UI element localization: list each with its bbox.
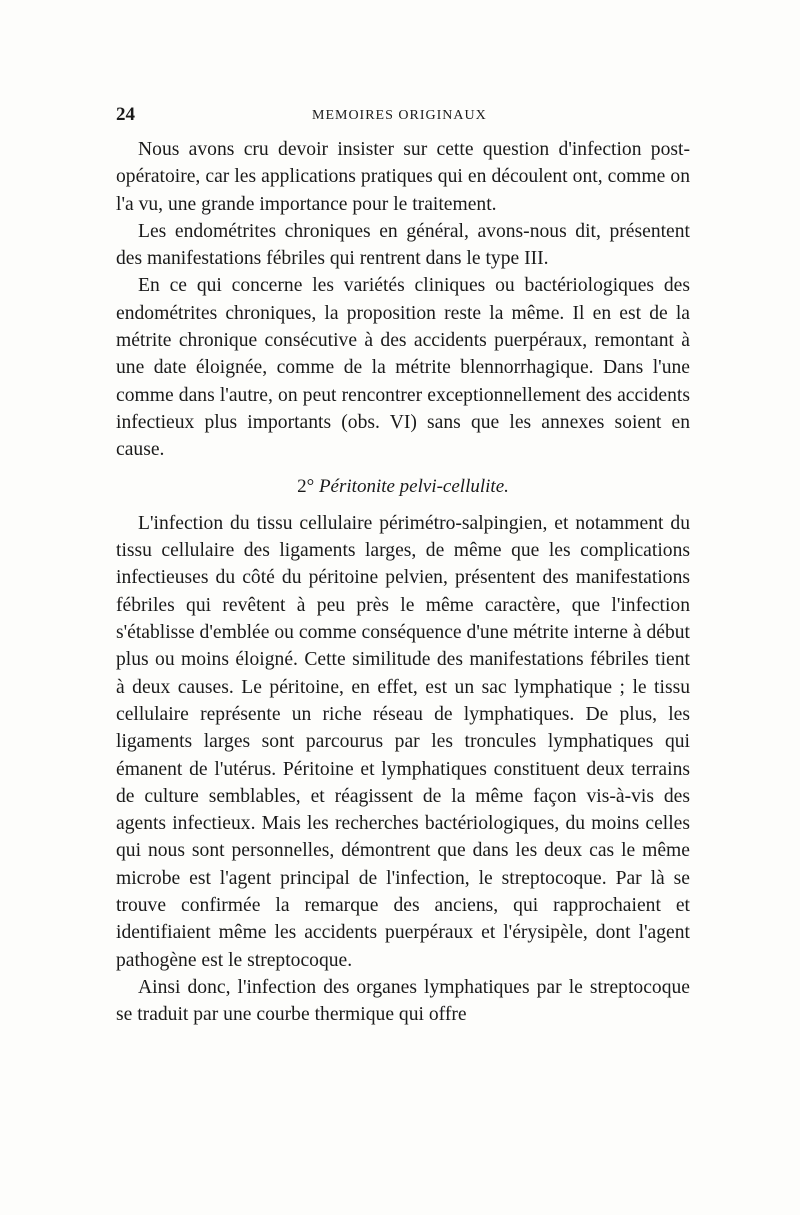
paragraph-pelvic-infection: L'infection du tissu cellulaire périmétro-salpingien, et notamment du tissu cellulaire des ligaments larges, de même que les complications infectieuses du côté du péritoine pelvien, présentent des manifestations fébriles qui revêtent à peu près le même caractère, que l'infection s'établisse d'emblée ou comme conséquence d'une métrite interne à début plus ou moins éloigné. Cette similitude des manifestations fébriles tient à deux causes. Le péritoine, en effet, est un sac lymphatique ; le tissu cellulaire représente un riche réseau de lymphatiques. De plus, les ligaments larges sont parcourus par les troncules lymphatiques qui émanent de l'utérus. Péritoine et lymphatiques constituent deux terrains de culture semblables, et réagissent de la même façon vis-à-vis des agents infectieux. Mais les recherches bactériologiques, du moins celles qui nous sont personnelles, démontrent que dans les deux cas le même microbe est l'agent principal de l'infection, le streptocoque. Par là se trouve confirmée la remarque des anciens, qui rapprochaient et identifiaient même les accidents puerpéraux et l'érysipèle, dont l'agent pathogène est le streptocoque. xyxy=(116,512,690,971)
section-title: Péritonite pelvi-cellulite. xyxy=(318,475,509,497)
page-header xyxy=(116,104,690,126)
section-number: 2° xyxy=(297,475,315,497)
section-heading xyxy=(116,473,690,500)
running-title: MEMOIRES ORIGINAUX xyxy=(312,108,487,123)
paragraph-chronic-endometritis: Les endométrites chroniques en général, avons-nous dit, présentent des manifestations fébriles qui rentrent dans le type III. xyxy=(116,220,690,270)
body-text xyxy=(116,136,690,1029)
paragraph-post-operative-infection: Nous avons cru devoir insister sur cette question d'infection post-opératoire, car les applications pratiques qui en découlent ont, comme on l'a vu, une grande importance pour le traitement. xyxy=(116,139,690,215)
paragraph-lymphatic-streptococcus: Ainsi donc, l'infection des organes lymphatiques par le streptocoque se traduit par une courbe thermique qui offre xyxy=(116,976,690,1026)
paragraph-clinical-varieties: En ce qui concerne les variétés cliniques ou bactériologiques des endométrites chroniques, la proposition reste la même. Il en est de la métrite chronique consécutive à des accidents puerpéraux, remontant à une date éloignée, comme de la métrite blennorrhagique. Dans l'une comme dans l'autre, on peut rencontrer exceptionnellement des accidents infectieux plus importants (obs. VI) sans que les annexes soient en cause. xyxy=(116,275,690,461)
page-number: 24 xyxy=(116,104,135,125)
